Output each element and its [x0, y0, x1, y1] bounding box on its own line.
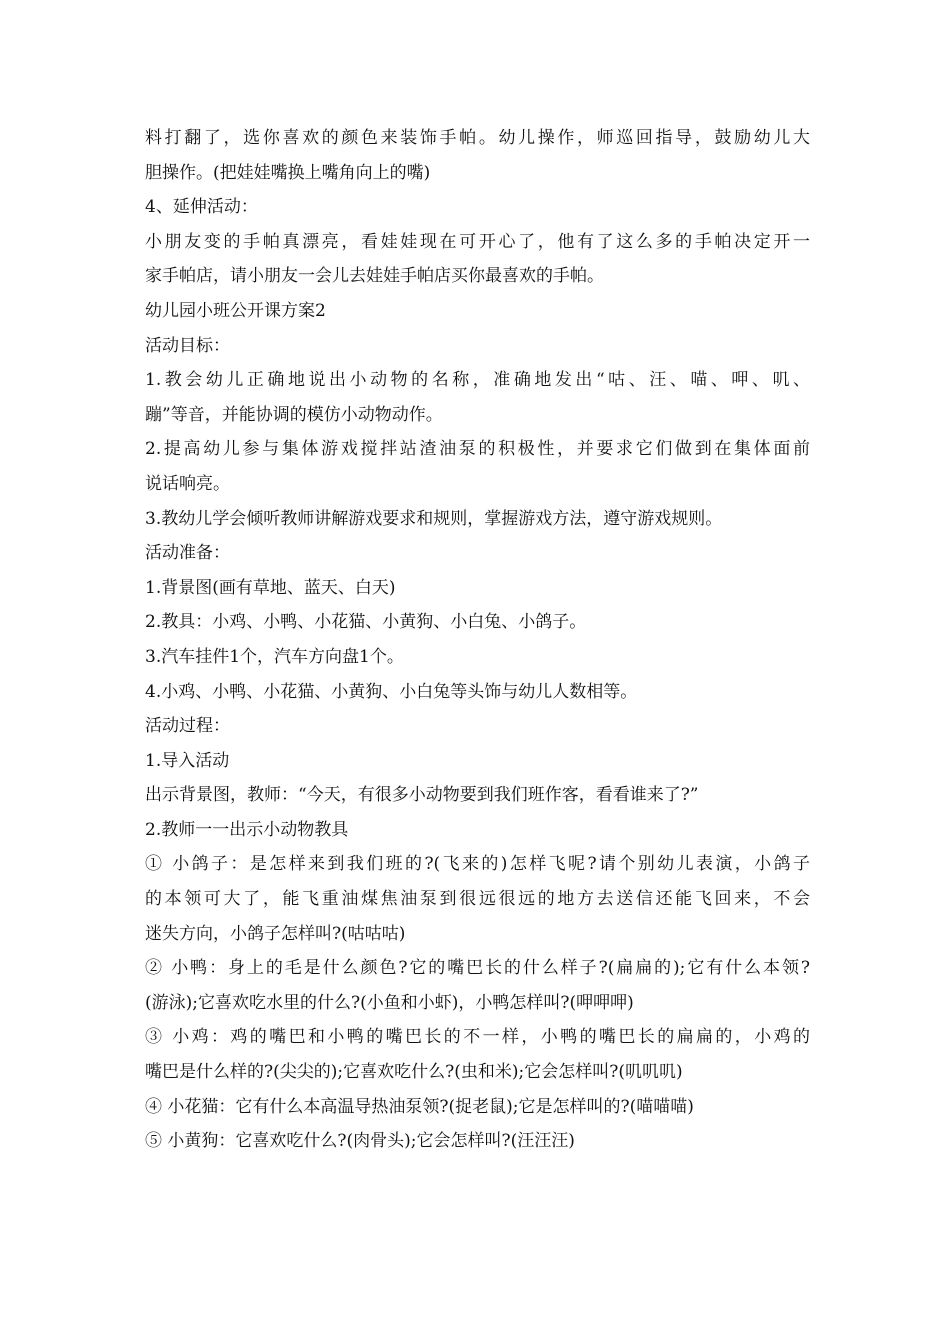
section-heading: 4、延伸活动： — [145, 197, 258, 218]
section-heading: 活动准备： — [145, 543, 230, 564]
text-line: ⑤ 小黄狗：它喜欢吃什么?(肉骨头);它会怎样叫?(汪汪汪) — [145, 1131, 575, 1152]
text-line: 4.小鸡、小鸭、小花猫、小黄狗、小白兔等头饰与幼儿人数相等。 — [145, 681, 638, 702]
text-line: ③ 小鸡：鸡的嘴巴和小鸭的嘴巴长的不一样，小鸭的嘴巴长的扁扁的，小鸡的 — [145, 1027, 810, 1048]
text-line: 小朋友变的手帕真漂亮，看娃娃现在可开心了，他有了这么多的手帕决定开一 — [145, 231, 810, 252]
text-line: (游泳);它喜欢吃水里的什么?(小鱼和小虾)，小鸭怎样叫?(呷呷呷) — [145, 992, 634, 1013]
text-line: 3.汽车挂件1个，汽车方向盘1个。 — [145, 646, 404, 667]
text-line: 2.提高幼儿参与集体游戏搅拌站渣油泵的积极性，并要求它们做到在集体面前 — [145, 439, 810, 460]
text-line: 2.教具：小鸡、小鸭、小花猫、小黄狗、小白兔、小鸽子。 — [145, 612, 587, 633]
text-line: 3.教幼儿学会倾听教师讲解游戏要求和规则，掌握游戏方法，遵守游戏规则。 — [145, 508, 723, 529]
text-line: 嘴巴是什么样的?(尖尖的);它喜欢吃什么?(虫和米);它会怎样叫?(叽叽叽) — [145, 1062, 683, 1083]
section-heading: 活动目标： — [145, 335, 230, 356]
text-line: 胆操作。(把娃娃嘴换上嘴角向上的嘴) — [145, 162, 431, 183]
text-line: 2.教师一一出示小动物教具 — [145, 819, 349, 840]
text-line: 1.导入活动 — [145, 750, 230, 771]
text-line: ① 小鸽子：是怎样来到我们班的?(飞来的)怎样飞呢?请个别幼儿表演，小鸽子 — [145, 854, 810, 875]
text-line: 出示背景图，教师：“今天，有很多小动物要到我们班作客，看看谁来了?” — [145, 785, 699, 806]
text-line: 料打翻了，选你喜欢的颜色来装饰手帕。幼儿操作，师巡回指导，鼓励幼儿大 — [145, 128, 810, 148]
text-line: ④ 小花猫：它有什么本高温导热油泵领?(捉老鼠);它是怎样叫的?(喵喵喵) — [145, 1096, 694, 1117]
document-subtitle: 幼儿园小班公开课方案2 — [145, 300, 326, 321]
text-line: 1.背景图(画有草地、蓝天、白天) — [145, 577, 396, 598]
text-line: 蹦”等音，并能协调的模仿小动物动作。 — [145, 404, 443, 425]
text-line: 的本领可大了，能飞重油煤焦油泵到很远很远的地方去送信还能飞回来，不会 — [145, 889, 810, 910]
text-line: ② 小鸭：身上的毛是什么颜色?它的嘴巴长的什么样子?(扁扁的);它有什么本领? — [145, 958, 810, 979]
text-line: 1.教会幼儿正确地说出小动物的名称，准确地发出“咕、汪、喵、呷、叽、 — [145, 370, 810, 391]
text-line: 迷失方向，小鸽子怎样叫?(咕咕咕) — [145, 923, 406, 944]
section-heading: 活动过程： — [145, 716, 230, 737]
document-body — [145, 121, 810, 1159]
text-line: 家手帕店，请小朋友一会儿去娃娃手帕店买你最喜欢的手帕。 — [145, 266, 604, 287]
text-line: 说话响亮。 — [145, 473, 230, 494]
